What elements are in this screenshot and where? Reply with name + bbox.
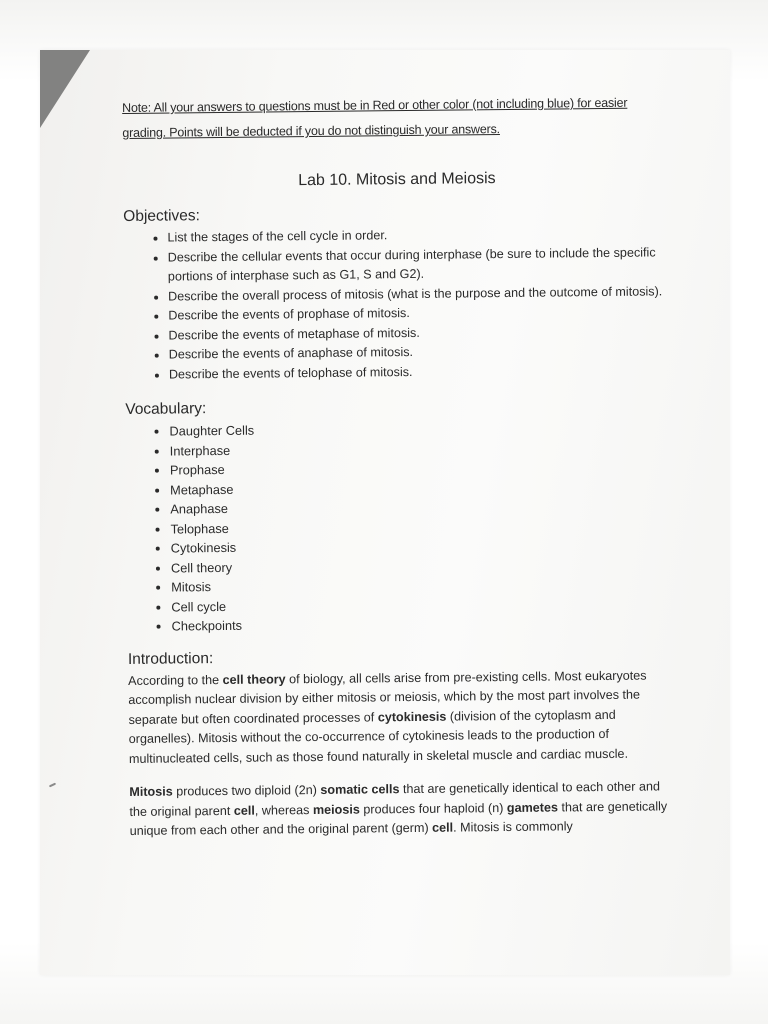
intro-text: that are genetically identical to each other and the original parent [129, 779, 661, 819]
introduction-paragraph-1 [128, 666, 677, 769]
intro-term: cell theory [222, 671, 286, 687]
introduction-heading: Introduction: [127, 649, 214, 668]
intro-text: , whereas [254, 802, 314, 818]
intro-text: According to the [128, 672, 223, 688]
document-content [122, 90, 678, 855]
objective-item: • Describe the events of anaphase of mitosis. [169, 340, 673, 365]
intro-text: (division of the cytoplasm and organelles). Mitosis without the co-occurrence of cytokinesis leads to the production of multinucleated cells, such as those found naturally in skeletal muscle and cardiac muscle. [128, 707, 629, 766]
intro-term: gametes [506, 799, 559, 815]
vocab-item: • Daughter Cells [169, 416, 673, 441]
intro-text: . Mitosis is commonly [453, 819, 573, 835]
objectives-list [123, 223, 673, 385]
intro-term: somatic cells [320, 782, 400, 797]
intro-text: that are genetically unique from each other and the original parent (germ) [129, 798, 668, 838]
vocab-item: • Mitosis [171, 572, 675, 597]
folded-corner-shadow [40, 50, 90, 128]
objective-item: • Describe the cellular events that occur during interphase (be sure to include the specific portions of interphase such as G1, S and G2). [168, 243, 672, 287]
vocab-item: • Interphase [170, 436, 674, 461]
objective-item: • Describe the events of telophase of mitosis. [169, 360, 673, 385]
vocabulary-heading: Vocabulary: [125, 400, 207, 418]
objective-item: • Describe the events of metaphase of mitosis. [168, 321, 672, 346]
objective-item: • List the stages of the cell cycle in order. [167, 223, 671, 248]
objective-item: • Describe the overall process of mitosis (what is the purpose and the outcome of mitosis). [168, 282, 672, 307]
vocab-item: • Cell theory [171, 553, 675, 578]
intro-term: cell [233, 803, 255, 818]
objectives-heading: Objectives: [123, 207, 201, 225]
intro-term: cell [432, 820, 454, 835]
intro-term: Mitosis [129, 784, 173, 799]
document-title: Lab 10. Mitosis and Meiosis [298, 170, 496, 190]
intro-text: of biology, all cells arise from pre-existing cells. Most eukaryotes accomplish nuclear division by either mitosis or meiosis, which by the most part involves the separate but often coordinated processes of [128, 668, 647, 727]
vocab-item: • Telophase [170, 514, 674, 539]
vocab-item: • Checkpoints [171, 611, 675, 636]
vocab-item: • Cell cycle [171, 592, 675, 617]
vocab-item: • Metaphase [170, 475, 674, 500]
grading-note: Note: All your answers to questions must be in Red or other color (not including blue) for easier grading. Points will be deducted if you do not distinguish your answers. [122, 95, 628, 140]
intro-text: produces two diploid (2n) [172, 782, 321, 799]
vocab-item: • Cytokinesis [171, 533, 675, 558]
intro-term: meiosis [312, 802, 360, 817]
intro-text: produces four haploid (n) [359, 800, 507, 817]
vocabulary-list [125, 416, 675, 636]
vocab-item: • Prophase [170, 455, 674, 480]
introduction-paragraph-2 [129, 777, 678, 841]
intro-term: cytokinesis [377, 709, 447, 724]
vocab-item: • Anaphase [170, 494, 674, 519]
objective-item: • Describe the events of prophase of mitosis. [168, 301, 672, 326]
